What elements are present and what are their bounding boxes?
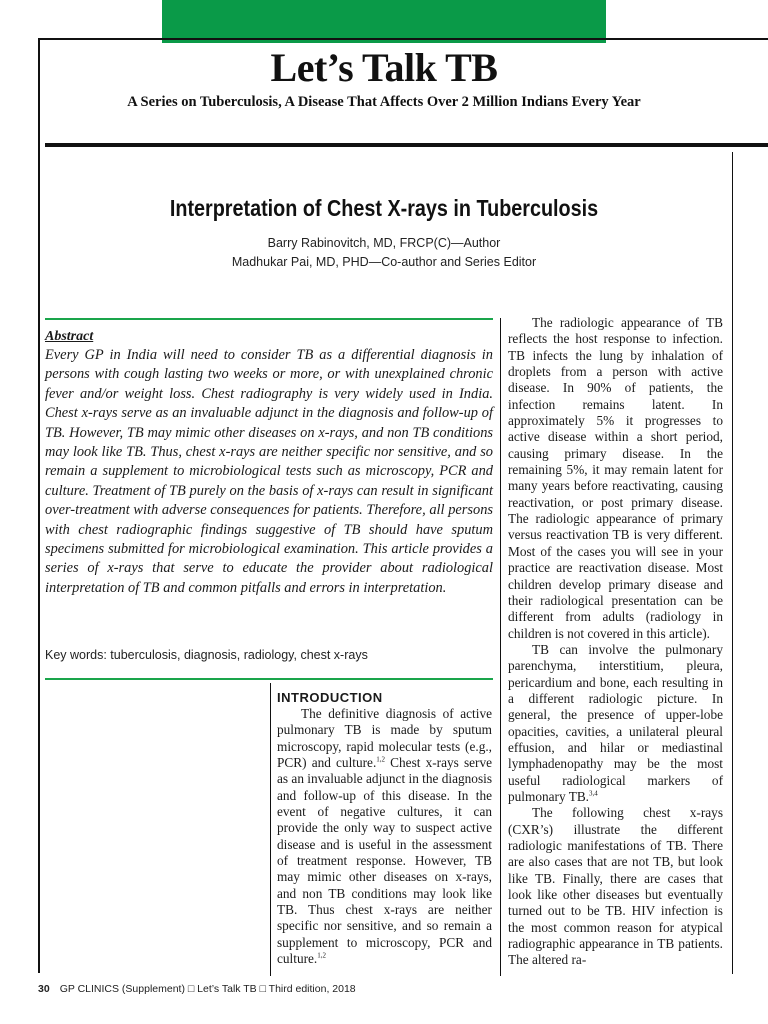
frame-right-border — [732, 152, 733, 974]
abstract-heading: Abstract — [45, 329, 94, 344]
header-divider — [45, 143, 768, 147]
frame-top-border — [38, 38, 768, 40]
page-footer — [38, 983, 356, 995]
abstract-bottom-rule — [45, 678, 493, 680]
frame-left-border — [38, 38, 40, 973]
author-line-2: Madhukar Pai, MD, PHD—Co-author and Series Editor — [231, 255, 537, 269]
footer-text: GP CLINICS (Supplement) □ Let’s Talk TB □ Third edition, 2018 — [59, 983, 356, 995]
introduction-heading: INTRODUCTION — [277, 690, 383, 705]
series-subtitle: A Series on Tuberculosis, A Disease That Affects Over 2 Million Indians Every Year — [127, 94, 641, 110]
column-divider-right — [500, 318, 501, 976]
right-paragraph-2 — [508, 642, 723, 805]
introduction-text-cont: Chest x-rays serve as an invaluable adjunct in the diagnosis and follow-up of this disease. In the event of negative cultures, it can provide the only way to suspect active disease and is useful in the assessment of treatment response. However, TB may mimic other diseases on x-rays, and non TB conditions may look like TB. Thus chest x-rays are neither specific nor sensitive, and so remain a supplement to microscopy, PCR and culture. — [277, 755, 493, 967]
citation-ref: 3,4 — [589, 789, 598, 798]
article-title: Interpretation of Chest X-rays in Tuberculosis — [169, 195, 599, 221]
author-line-1: Barry Rabinovitch, MD, FRCP(C)—Author — [267, 236, 501, 250]
introduction-paragraph — [277, 706, 492, 968]
right-paragraph-3: The following chest x-rays (CXR’s) illustrate the different radiologic manifestations of TB. There are also cases that are not TB, but look like TB. Finally, there are cases that look like other diseases but eventually turned out to be TB. HIV infection is the most common reason for atypical radiographic appearance in TB patients. The altered ra- — [508, 805, 723, 968]
column-divider-left — [270, 683, 271, 976]
right-paragraph-1: The radiologic appearance of TB reflects the host response to infection. TB infects the lung by inhalation of droplets from a person with active disease. In 90% of patients, the infection remains latent. In approximately 5% it progresses to active disease within a short period, causing primary disease. In the remaining 5%, it may remain latent for many years before reactivating, causing reactivation, or post primary disease. The radiologic appearance of primary versus reactivation TB is very different. Most of the cases you will see in your practice are reactivation disease. Most children develop primary disease and their radiological presentation can be different from adults (radiology in children is not covered in this article). — [508, 315, 723, 641]
citation-ref: 1,2 — [376, 755, 386, 764]
page-number: 30 — [38, 983, 50, 995]
abstract-body: Every GP in India will need to consider TB as a differential diagnosis in persons with cough lasting two weeks or more, or with unexplained chronic fever and/or weight loss. Chest radiography is very widely used in India. Chest x-rays serve as an invaluable adjunct in the diagnosis and follow-up of TB. However, TB may mimic other diseases on x-rays, and non TB conditions may look like TB. Thus, chest x-rays are neither specific nor sensitive, and so remain a supplement to microbiological tests such as microscopy, PCR and culture. Treatment of TB purely on the basis of x-rays can result in significant over-treatment with adverse consequences for patients. Therefore, all persons with chest radiographic findings suggestive of TB should have sputum specimens submitted for microbiological examination. This article provides a series of x-rays that serve to educate the provider about radiological interpretation of TB and common pitfalls and errors in interpretation. — [45, 347, 493, 596]
abstract-top-rule — [45, 318, 493, 320]
right-paragraph-2-text: TB can involve the pulmonary parenchyma, interstitium, pleura, pericardium and bone, each resulting in a different radiologic picture. In general, the presence of upper-lobe opacities, cavities, a unilateral pleural effusion, and hilar or mediastinal lymphadenopathy may be the most useful radiological markers of pulmonary TB. — [508, 641, 723, 804]
citation-ref: 1,2 — [317, 951, 326, 960]
header-green-tab — [162, 0, 606, 43]
keywords: Key words: tuberculosis, diagnosis, radiology, chest x-rays — [45, 648, 368, 662]
introduction-text: The definitive diagnosis of active pulmonary TB is made by sputum microscopy, rapid molecular tests (e.g., PCR) and culture. — [277, 706, 492, 771]
abstract-section — [45, 328, 493, 598]
series-title: Let’s Talk TB — [270, 45, 498, 90]
right-column — [508, 315, 723, 969]
introduction-section — [277, 690, 492, 968]
